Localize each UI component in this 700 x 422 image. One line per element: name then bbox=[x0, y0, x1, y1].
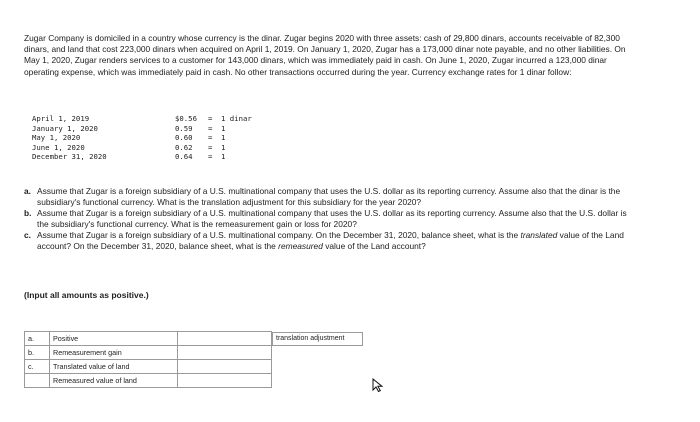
question-text: Assume that Zugar is a foreign subsidiary of a U.S. multinational company that uses the U.S. dollar as its reporting currency. Assume also that the U.S. dollar is the subsidiary's functional currency. What is the remeasurement gain or loss for 2020? bbox=[37, 208, 627, 229]
table-row bbox=[25, 360, 364, 374]
answer-input-a[interactable] bbox=[180, 333, 269, 345]
question-label: a. bbox=[24, 186, 31, 196]
rate-date: December 31, 2020 bbox=[32, 152, 107, 162]
answer-input-cell[interactable] bbox=[178, 360, 272, 374]
question-list bbox=[24, 186, 634, 252]
answer-dropdown-b[interactable] bbox=[50, 346, 178, 360]
question-emphasis: translated bbox=[520, 230, 558, 240]
rate-value: 0.59 bbox=[175, 123, 193, 133]
question-c bbox=[24, 230, 634, 252]
dropdown-selected-value: Remeasurement gain bbox=[53, 348, 122, 357]
answer-input-cell[interactable] bbox=[178, 332, 272, 346]
question-label: b. bbox=[24, 208, 32, 218]
rate-equals: = bbox=[208, 123, 213, 133]
rate-unit: 1 bbox=[221, 123, 226, 133]
translation-adjustment-label: translation adjustment bbox=[272, 332, 363, 346]
answer-table bbox=[24, 331, 364, 388]
rate-value: 0.64 bbox=[175, 152, 193, 162]
rate-value: $0.56 bbox=[175, 114, 197, 123]
row-label: Translated value of land bbox=[53, 362, 130, 371]
question-a bbox=[24, 186, 634, 208]
answer-label-c1 bbox=[50, 360, 178, 374]
rate-equals: = bbox=[208, 114, 213, 123]
rate-date: January 1, 2020 bbox=[32, 123, 98, 133]
answer-dropdown-a[interactable] bbox=[50, 332, 178, 346]
rate-equals: = bbox=[208, 152, 213, 162]
answer-input-b[interactable] bbox=[180, 347, 269, 359]
row-letter: c. bbox=[25, 360, 50, 374]
answer-input-cell[interactable] bbox=[178, 374, 272, 388]
question-text-part: Assume that Zugar is a foreign subsidiary of a U.S. multinational company. On the December 31, 2020, balance sheet, what is the bbox=[37, 230, 521, 240]
answer-input-c-translated[interactable] bbox=[180, 361, 269, 373]
question-text-part: value of the Land account? On the December 31, 2020, balance sheet, what is the bbox=[37, 230, 624, 251]
input-note: (Input all amounts as positive.) bbox=[24, 290, 149, 300]
rate-value: 0.60 bbox=[175, 133, 193, 143]
row-letter: b. bbox=[25, 346, 50, 360]
question-text: Assume that Zugar is a foreign subsidiary of a U.S. multinational company that uses the U.S. dollar as its reporting currency. Assume also that the dinar is the subsidiary's functional currency. What is the translation adjustment for this subsidiary for the year 2020? bbox=[37, 186, 621, 207]
question-b bbox=[24, 208, 634, 230]
row-letter bbox=[25, 374, 50, 388]
row-label: Remeasured value of land bbox=[53, 376, 137, 385]
dropdown-selected-value: Positive bbox=[53, 334, 79, 343]
row-letter: a. bbox=[25, 332, 50, 346]
rate-unit: 1 bbox=[221, 142, 226, 152]
rate-equals: = bbox=[208, 142, 213, 152]
rate-unit: 1 dinar bbox=[221, 114, 252, 123]
rate-date: April 1, 2019 bbox=[32, 114, 90, 123]
rate-value: 0.62 bbox=[175, 142, 193, 152]
rate-unit: 1 bbox=[221, 152, 226, 162]
mouse-cursor-icon bbox=[372, 378, 384, 392]
extra-label-cell bbox=[272, 332, 364, 346]
rate-equals: = bbox=[208, 133, 213, 143]
answer-input-c-remeasured[interactable] bbox=[180, 375, 269, 387]
question-emphasis: remeasured bbox=[278, 241, 323, 251]
rate-date: June 1, 2020 bbox=[32, 142, 85, 152]
rate-date: May 1, 2020 bbox=[32, 133, 81, 143]
table-row bbox=[25, 332, 364, 346]
rate-unit: 1 bbox=[221, 133, 226, 143]
question-text-part: value of the Land account? bbox=[322, 241, 426, 251]
table-row bbox=[25, 346, 364, 360]
question-label: c. bbox=[24, 230, 31, 240]
answer-input-cell[interactable] bbox=[178, 346, 272, 360]
answer-label-c2 bbox=[50, 374, 178, 388]
table-row bbox=[25, 374, 364, 388]
problem-intro: Zugar Company is domiciled in a country whose currency is the dinar. Zugar begins 2020 with three assets: cash of 29,800 dinars, accounts receivable of 82,300 dinars, and land that cost 223,000 dinars when acquired on April 1, 2019. On January 1, 2020, Zugar has a 173,000 dinar note payable, and no other liabilities. On May 1, 2020, Zugar renders services to a customer for 143,000 dinars, which was immediately paid in cash. On June 1, 2020, Zugar incurred a 123,000 dinar operating expense, which was immediately paid in cash. No other transactions occurred during the year. Currency exchange rates for 1 dinar follow: bbox=[24, 33, 626, 77]
